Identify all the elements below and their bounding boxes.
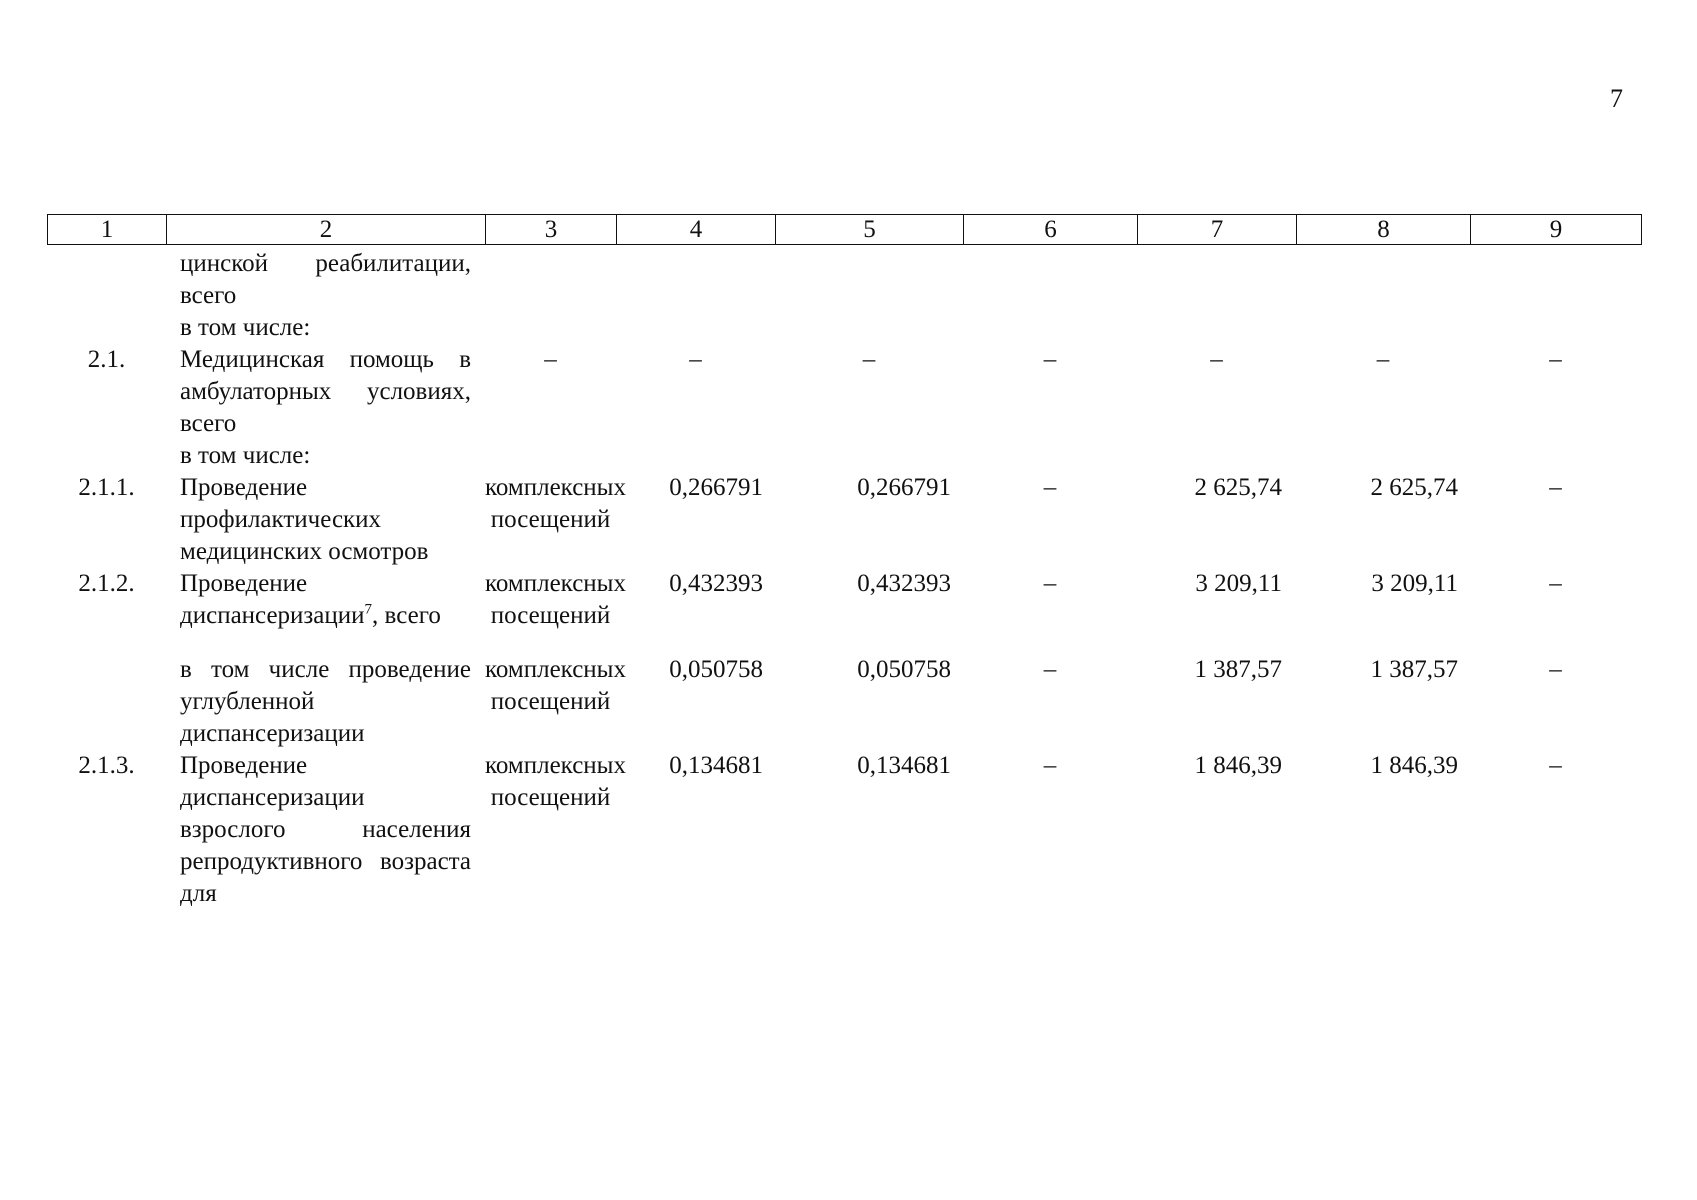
table-row [47, 750, 1641, 910]
row-col-5: 0,050758 [857, 656, 951, 683]
row-col-7: – [1210, 346, 1223, 373]
row-col-5: 0,266791 [857, 474, 951, 501]
row-number [47, 440, 166, 472]
row-col-6: – [1043, 570, 1057, 597]
row-name: Проведение диспансеризации взрослого населения репродуктивного возраста для [180, 752, 471, 907]
header-col-8: 8 [1297, 215, 1471, 245]
table-row [47, 472, 1641, 568]
row-number [47, 248, 166, 312]
row-col-6: – [1043, 346, 1057, 373]
row-col-9: – [1549, 346, 1562, 373]
row-col-6: – [1043, 656, 1057, 683]
row-col-7: 3 209,11 [1195, 570, 1282, 597]
header-col-9: 9 [1471, 215, 1642, 245]
row-col-4: 0,266791 [669, 474, 763, 501]
row-col-6: – [1043, 474, 1057, 501]
row-name: в том числе проведение углубленной диспансеризации [180, 656, 471, 747]
header-col-1: 1 [48, 215, 167, 245]
header-col-7: 7 [1138, 215, 1297, 245]
row-col-4: 0,134681 [669, 752, 763, 779]
table-row [47, 248, 1641, 312]
row-number: 2.1.3. [78, 752, 135, 779]
row-col-7: 2 625,74 [1194, 474, 1282, 501]
row-number [47, 312, 166, 344]
row-name: Медицинская помощь в амбулаторных условиях, всего [180, 346, 471, 437]
header-col-2: 2 [167, 215, 486, 245]
row-number: 2.1.2. [78, 570, 135, 597]
header-col-4: 4 [617, 215, 776, 245]
row-number: 2.1. [87, 346, 126, 373]
row-col-8: – [1376, 346, 1390, 373]
footnote-marker: 7 [364, 601, 373, 618]
row-number: 2.1.1. [78, 474, 135, 501]
table-row [47, 312, 1641, 344]
row-unit: комплексных посещений [485, 752, 626, 811]
row-col-4: 0,432393 [669, 570, 763, 597]
row-col-5: 0,134681 [857, 752, 951, 779]
row-name-tail: , всего [372, 602, 441, 629]
row-unit: комплексных посещений [485, 570, 626, 629]
row-col-8: 1 846,39 [1370, 752, 1458, 779]
table-row [47, 568, 1641, 654]
row-col-9: – [1549, 656, 1562, 683]
header-col-6: 6 [964, 215, 1138, 245]
row-col-4: 0,050758 [669, 656, 763, 683]
row-col-9: – [1549, 570, 1562, 597]
row-unit: – [544, 346, 557, 373]
data-table [47, 248, 1641, 910]
row-col-8: 3 209,11 [1371, 570, 1458, 597]
row-col-9: – [1549, 474, 1562, 501]
row-unit: комплексных посещений [485, 656, 626, 715]
row-name: цинской реабилитации, всего [180, 250, 471, 309]
row-col-8: 1 387,57 [1370, 656, 1458, 683]
row-col-6: – [1043, 752, 1057, 779]
row-col-7: 1 387,57 [1194, 656, 1282, 683]
column-number-header [47, 214, 1642, 245]
row-col-9: – [1549, 752, 1562, 779]
row-name-text: Проведение диспансеризации [180, 570, 365, 629]
row-number [47, 654, 166, 750]
row-unit: комплексных посещений [485, 474, 626, 533]
header-col-3: 3 [486, 215, 617, 245]
table-row [47, 344, 1641, 440]
page-number: 7 [1610, 84, 1623, 113]
row-col-5: – [862, 346, 876, 373]
row-col-7: 1 846,39 [1194, 752, 1282, 779]
row-name: в том числе: [180, 314, 311, 341]
table-row [47, 654, 1641, 750]
row-name: в том числе: [180, 442, 311, 469]
row-name [166, 568, 485, 654]
table-row [47, 440, 1641, 472]
row-name: Проведение профилактических медицинских осмотров [180, 474, 429, 565]
header-col-5: 5 [776, 215, 964, 245]
row-col-5: 0,432393 [857, 570, 951, 597]
row-col-8: 2 625,74 [1370, 474, 1458, 501]
row-col-4: – [689, 346, 702, 373]
